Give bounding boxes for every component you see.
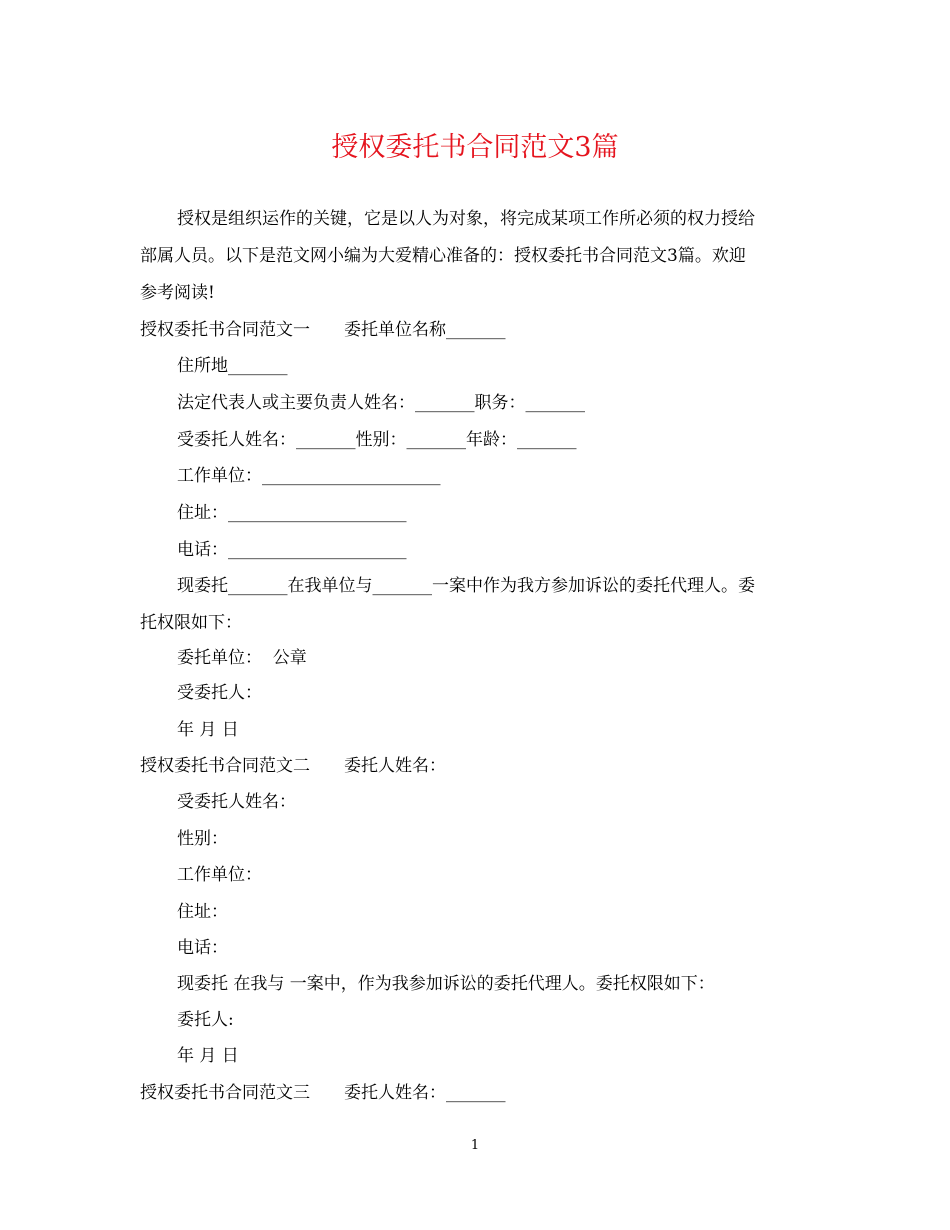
body-line-entrust-2: 现委托 在我与 一案中，作为我参加诉讼的委托代理人。委托权限如下： xyxy=(177,974,715,994)
body-line-entrust: 现委托_______在我单位与_______一案中作为我方参加诉讼的委托代理人。委 xyxy=(177,576,755,596)
form-line-gender: 性别： xyxy=(177,829,228,849)
section-heading-2: 授权委托书合同范文二 委托人姓名： xyxy=(140,756,446,776)
body-line-entrust-cont: 托权限如下： xyxy=(140,613,242,633)
intro-line-2: 部属人员。以下是范文网小编为大爱精心准备的：授权委托书合同范文3篇。欢迎 xyxy=(140,246,746,266)
form-line-residence-2: 住址： xyxy=(177,902,228,922)
form-line-phone: 电话：_____________________ xyxy=(177,540,407,560)
intro-line-3: 参考阅读! xyxy=(140,283,215,303)
section-heading-1: 授权委托书合同范文一 委托单位名称_______ xyxy=(140,320,506,340)
form-line-residence: 住址：_____________________ xyxy=(177,503,407,523)
signature-line-unit: 委托单位： 公章 xyxy=(177,648,307,668)
document-title: 授权委托书合同范文3篇 xyxy=(331,132,619,163)
form-line-work-unit-2: 工作单位： xyxy=(177,865,262,885)
intro-line-1: 授权是组织运作的关键，它是以人为对象，将完成某项工作所必须的权力授给 xyxy=(177,209,755,229)
form-line-address: 住所地_______ xyxy=(177,356,288,376)
form-line-legal-rep: 法定代表人或主要负责人姓名：_______职务：_______ xyxy=(177,393,585,413)
section-heading-3: 授权委托书合同范文三 委托人姓名：_______ xyxy=(140,1083,506,1103)
date-line-2: 年 月 日 xyxy=(177,1046,239,1066)
form-line-work-unit: 工作单位：_____________________ xyxy=(177,466,441,486)
signature-line-trustee: 受委托人： xyxy=(177,683,262,703)
page-number: 1 xyxy=(470,1138,480,1153)
date-line-1: 年 月 日 xyxy=(177,720,239,740)
signature-line-principal: 委托人: xyxy=(177,1010,234,1030)
form-line-trustee-name: 受委托人姓名： xyxy=(177,792,296,812)
form-line-trustee: 受委托人姓名：_______性别：_______年龄：_______ xyxy=(177,430,577,450)
form-line-phone-2: 电话： xyxy=(177,938,228,958)
